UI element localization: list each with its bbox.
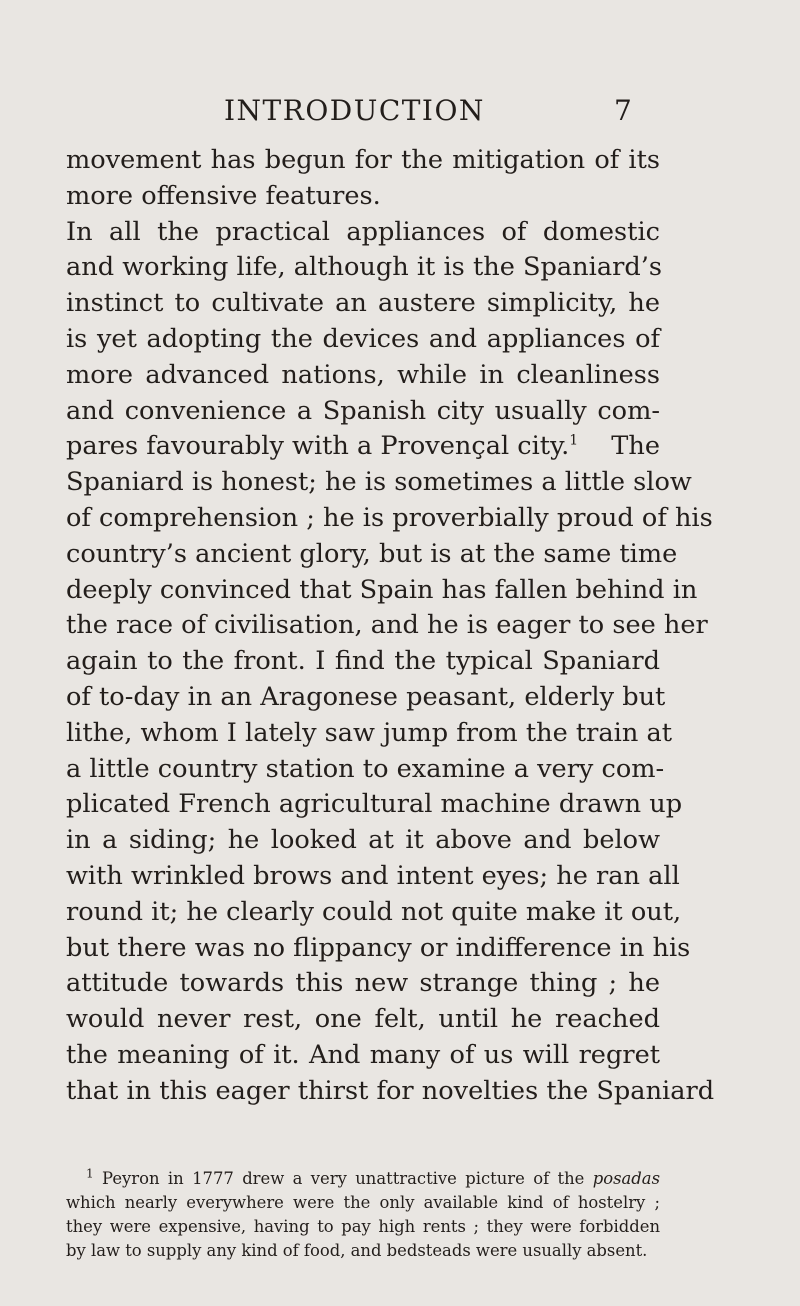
text-line: the meaning of it. And many of us will regret [66,1039,660,1070]
text-line: instinct to cultivate an austere simplicity, he [66,288,660,319]
text-line: lithe, whom I lately saw jump from the train at [66,717,673,748]
page-number: 7 [614,94,632,127]
text-line: the race of civilisation, and he is eager to see her [66,610,708,641]
footnote-line: by law to supply any kind of food, and bedsteads were usually absent. [66,1241,648,1260]
text-line: again to the front. I find the typical Spaniard [66,646,660,677]
footnote [66,1167,660,1263]
text-line: Spaniard is honest; he is sometimes a little slow [66,467,692,498]
text-line: and convenience a Spanish city usually com- [66,395,660,426]
body-text [66,143,715,1110]
text-line: country’s ancient glory, but is at the same time [66,538,678,569]
text-line: is yet adopting the devices and appliances of [66,323,660,354]
text-line: with wrinkled brows and intent eyes; he ran all [66,860,680,891]
text-line: but there was no flippancy or indifference in his [66,932,691,963]
text-line: more offensive features. [66,180,381,211]
text-line: of comprehension ; he is proverbially proud of his [66,502,713,533]
footnote-line: they were expensive, having to pay high rents ; they were forbidden [66,1217,660,1236]
text-line: In all the practical appliances of domestic [66,216,660,247]
running-title: INTRODUCTION [224,94,485,127]
footnote-line: which nearly everywhere were the only available kind of hostelry ; [66,1193,660,1212]
text-segment: The [611,431,660,462]
text-line: deeply convinced that Spain has fallen behind in [66,574,698,605]
text-line: that in this eager thirst for novelties the Spaniard [66,1075,715,1106]
text-line: and working life, although it is the Spaniard’s [66,252,662,283]
text-line: in a siding; he looked at it above and below [66,825,660,856]
text-line: plicated French agricultural machine drawn up [66,789,683,820]
text-line: attitude towards this new strange thing ; he [66,968,660,999]
text-line: would never rest, one felt, until he reached [66,1004,660,1035]
text-line: more advanced nations, while in cleanliness [66,359,660,390]
text-segment [66,429,578,465]
footnote-reference: 1 [569,432,579,449]
text-line: a little country station to examine a very com- [66,753,665,784]
text-line: movement has begun for the mitigation of its [66,145,660,175]
text-line [66,429,660,465]
footnote-line [66,1167,660,1191]
text-line: round it; he clearly could not quite make it out, [66,896,682,927]
footnote-italic-term: posadas [592,1169,660,1188]
text-line: of to-day in an Aragonese peasant, elderly but [66,681,666,712]
footnote-marker: 1 [86,1166,94,1181]
text-fragment: pares favourably with a Provençal city. [66,431,570,462]
running-head [0,94,800,134]
footnote-text: Peyron in 1777 drew a very unattractive picture of the [102,1169,585,1188]
